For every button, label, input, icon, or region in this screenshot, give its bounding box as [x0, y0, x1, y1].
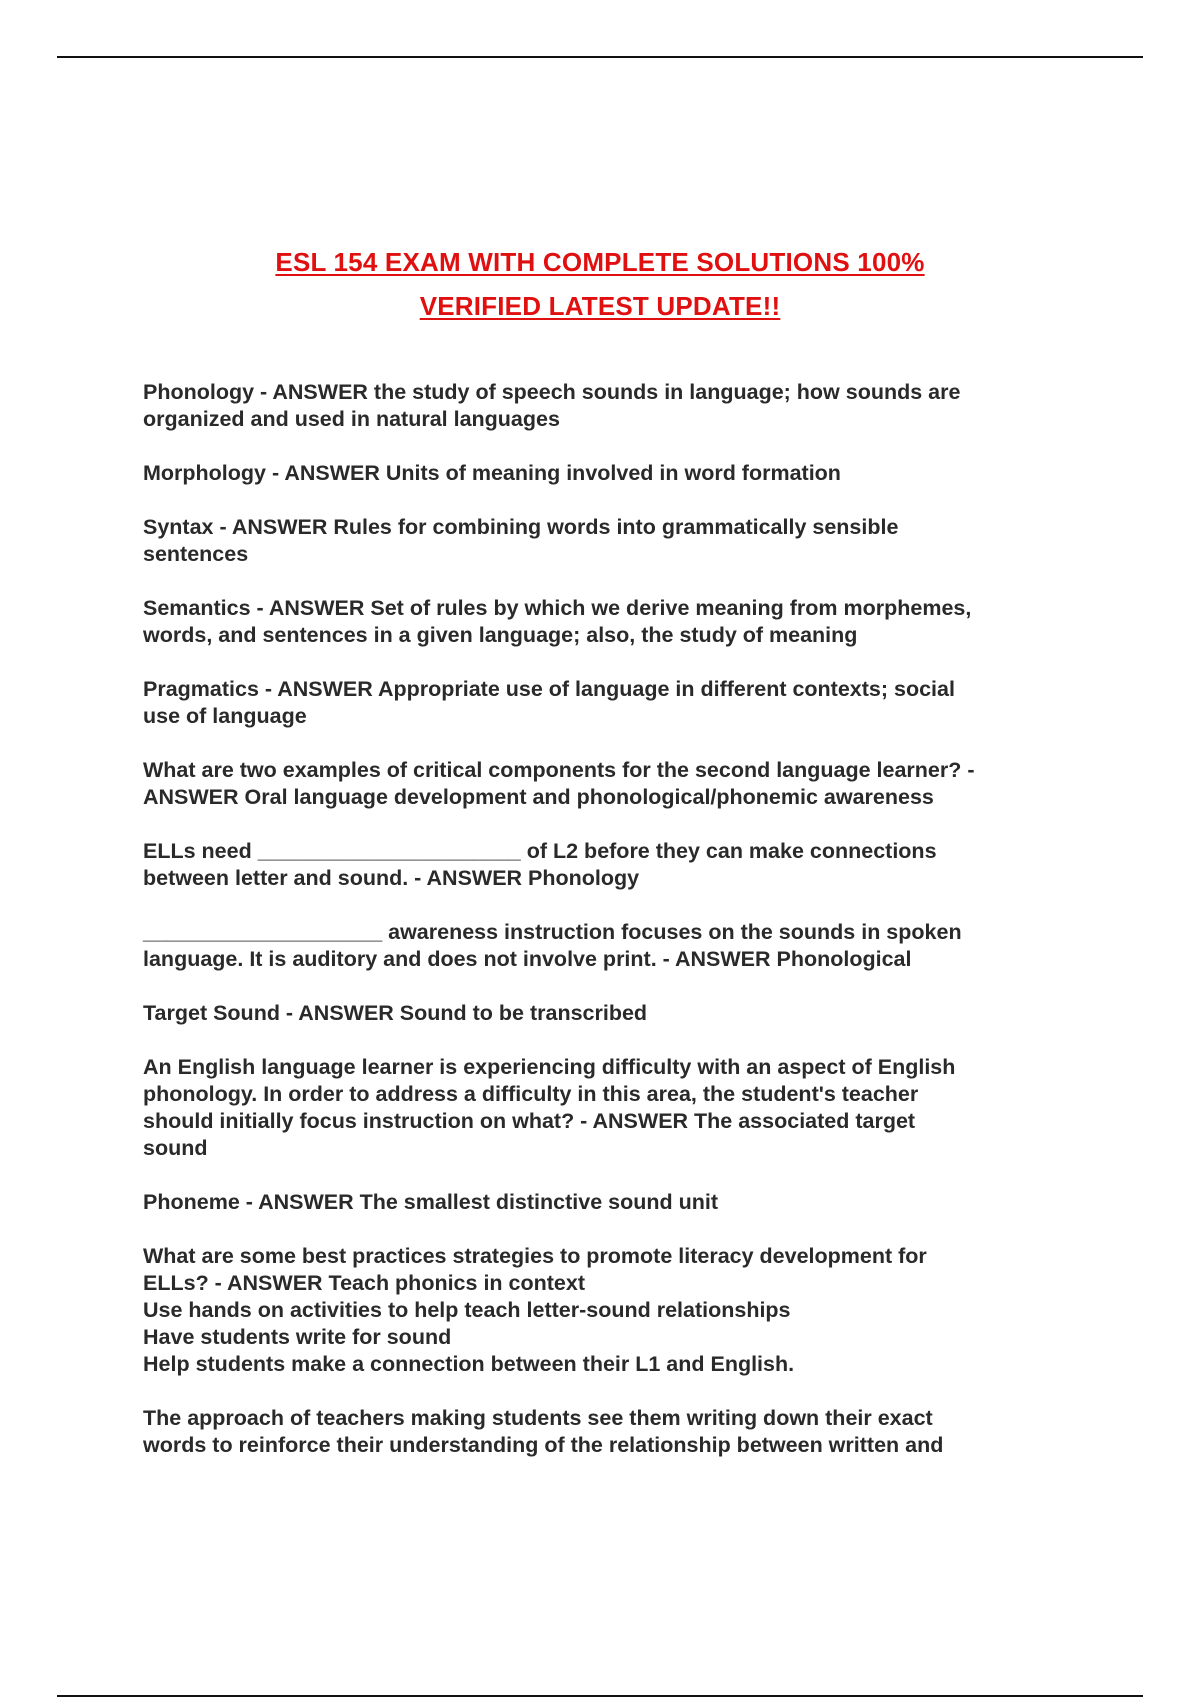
qa-entry-semantics: Semantics - ANSWER Set of rules by which we derive meaning from morphemes, words, and sentences in a given language; also, the study of meaning: [143, 596, 972, 647]
qa-entry-ell-difficulty: An English language learner is experiencing difficulty with an aspect of English phonology. In order to address a difficulty in this area, the student's teacher should initially focus instruction on what? - ANSWER The associated target sound: [143, 1055, 956, 1160]
qa-entry-phoneme: Phoneme - ANSWER The smallest distinctive sound unit: [143, 1190, 718, 1214]
qa-list: [143, 379, 1083, 1486]
qa-entry-teacher-approach: The approach of teachers making students see them writing down their exact words to reinforce their understanding of the relationship between written and: [143, 1406, 944, 1457]
qa-entry-ells-need: ELLs need ______________________ of L2 before they can make connections between letter and sound. - ANSWER Phonology: [143, 839, 937, 890]
qa-entry-awareness-instruction: ____________________ awareness instruction focuses on the sounds in spoken language. It is auditory and does not involve print. - ANSWER Phonological: [143, 920, 962, 971]
qa-entry-syntax: Syntax - ANSWER Rules for combining words into grammatically sensible sentences: [143, 515, 899, 566]
qa-entry-morphology: Morphology - ANSWER Units of meaning involved in word formation: [143, 461, 841, 485]
title-line-1: ESL 154 EXAM WITH COMPLETE SOLUTIONS 100%: [275, 247, 925, 277]
document-title: [0, 240, 1200, 328]
qa-entry-pragmatics: Pragmatics - ANSWER Appropriate use of language in different contexts; social use of language: [143, 677, 955, 728]
footer-rule: [57, 1695, 1143, 1697]
title-line-2: VERIFIED LATEST UPDATE!!: [419, 291, 781, 321]
qa-entry-critical-components: What are two examples of critical components for the second language learner? - ANSWER Oral language development and phonological/phonemic awareness: [143, 758, 975, 809]
header-rule: [57, 56, 1143, 58]
qa-entry-best-practices: What are some best practices strategies to promote literacy development for ELLs? - ANSWER Teach phonics in context Use hands on activities to help teach letter-sound relationships Have students write for sound Help students make a connection between their L1 and English.: [143, 1244, 927, 1376]
qa-entry-target-sound: Target Sound - ANSWER Sound to be transcribed: [143, 1001, 648, 1025]
qa-entry-phonology: Phonology - ANSWER the study of speech sounds in language; how sounds are organized and used in natural languages: [143, 380, 961, 431]
